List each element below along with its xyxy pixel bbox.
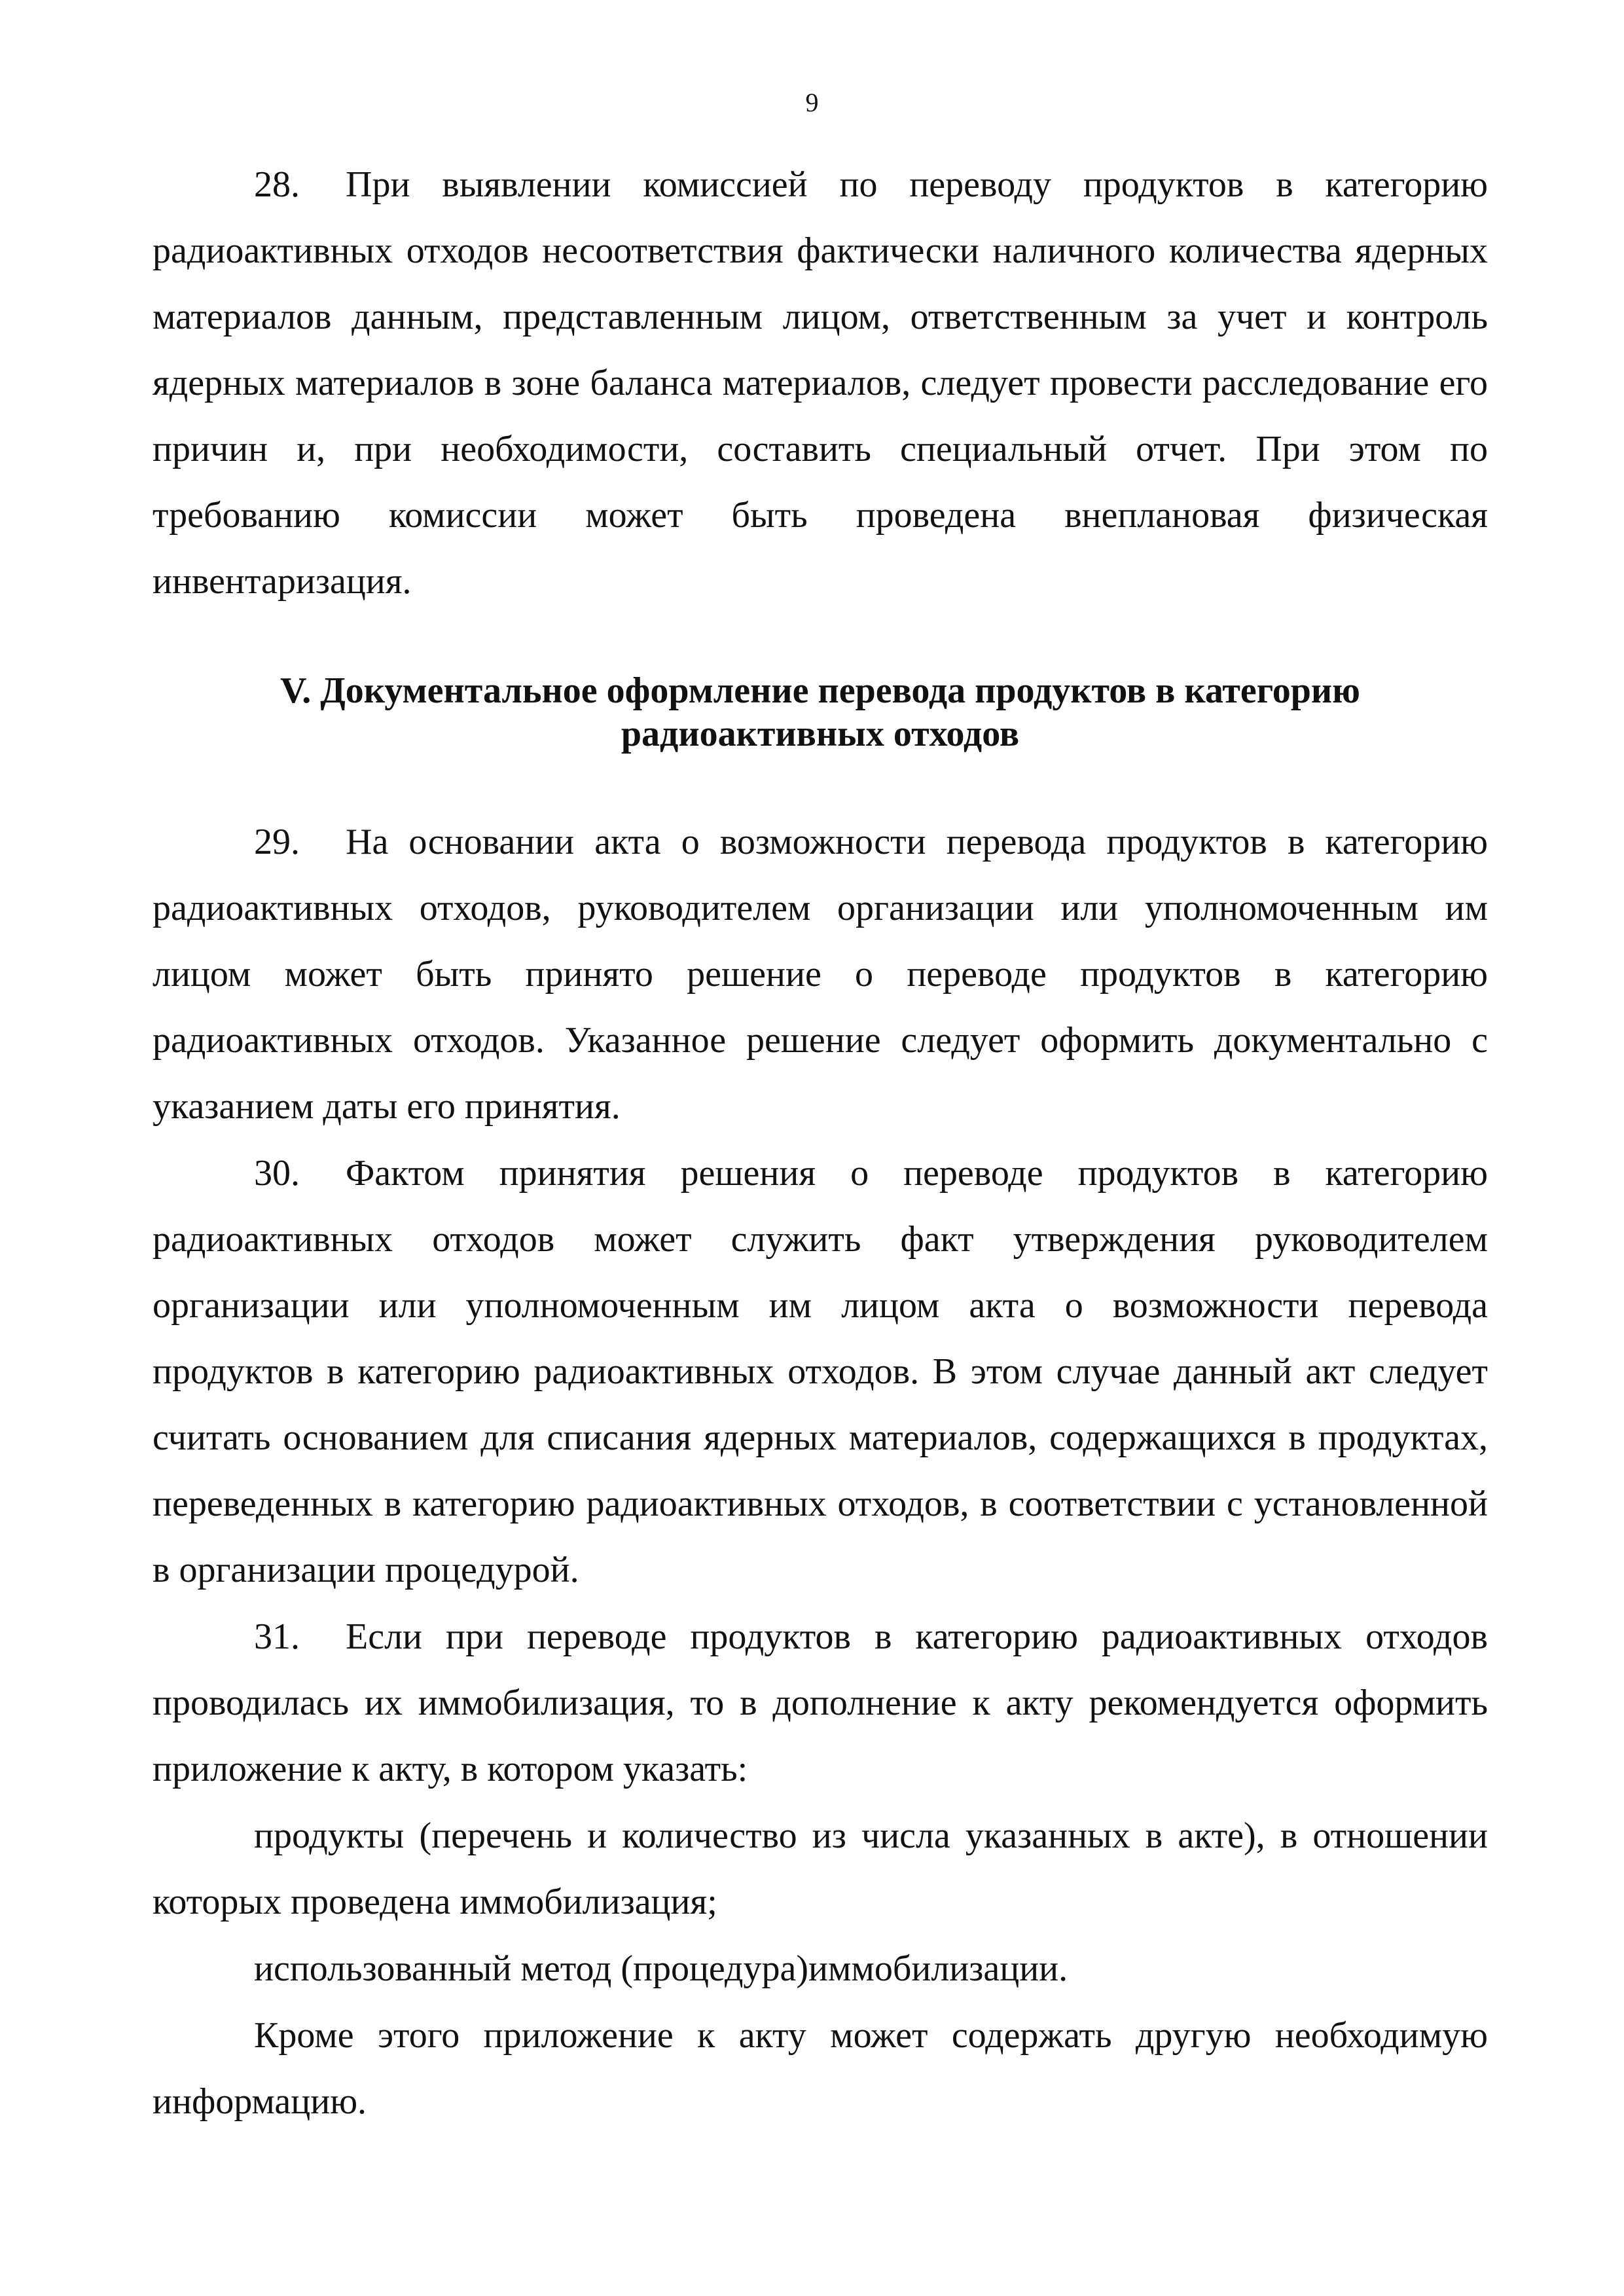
paragraph-30-number: 30.: [254, 1153, 300, 1194]
paragraph-28-text: При выявлении комиссией по переводу продуктов в категорию радиоактивных отходов несоответствия фактически наличного количества ядерных материалов данным, представленным лицом, ответственным за учет и контроль ядерных материалов в зоне баланса материалов, следует провести расследование его причин и, при необходимости, составить специальный отчет. При этом по требованию комиссии может быть проведена внеплановая физическая инвентаризация.: [153, 164, 1488, 602]
list-item-method: использованный метод (процедура)иммобилизации.: [254, 1948, 1068, 1989]
paragraph-28-number: 28.: [254, 164, 300, 205]
paragraph-31-text: Если при переводе продуктов в категорию радиоактивных отходов проводилась их иммобилизация, то в дополнение к акту рекомендуется оформить приложение к акту, в котором указать:: [153, 1616, 1488, 1789]
body-text-bottom: [153, 809, 1488, 2135]
section-heading-line-2: радиоактивных отходов: [621, 714, 1020, 754]
closing-paragraph: Кроме этого приложение к акту может содержать другую необходимую информацию.: [153, 2015, 1488, 2122]
body-text-top: [153, 152, 1488, 615]
paragraph-29: [153, 809, 1488, 1140]
paragraph-31-number: 31.: [254, 1616, 300, 1657]
paragraph-29-number: 29.: [254, 822, 300, 862]
paragraph-29-text: На основании акта о возможности перевода продуктов в категорию радиоактивных отходов, руководителем организации или уполномоченным им лицом может быть принято решение о переводе продуктов в категорию радиоактивных отходов. Указанное решение следует оформить документально с указанием даты его принятия.: [153, 822, 1488, 1127]
paragraph-30: [153, 1140, 1488, 1603]
section-heading: [153, 669, 1488, 756]
page-number: 9: [805, 88, 819, 117]
paragraph-31: [153, 1604, 1488, 1802]
section-heading-line-1: V. Документальное оформление перевода продуктов в категорию: [280, 670, 1360, 711]
paragraph-30-text: Фактом принятия решения о переводе продуктов в категорию радиоактивных отходов может служить факт утверждения руководителем организации или уполномоченным им лицом акта о возможности перевода продуктов в категорию радиоактивных отходов. В этом случае данный акт следует считать основанием для списания ядерных материалов, содержащихся в продуктах, переведенных в категорию радиоактивных отходов, в соответствии с установленной в организации процедурой.: [153, 1153, 1488, 1590]
list-item-products: продукты (перечень и количество из числа указанных в акте), в отношении которых проведена иммобилизация;: [153, 1815, 1488, 1922]
paragraph-28: [153, 152, 1488, 615]
